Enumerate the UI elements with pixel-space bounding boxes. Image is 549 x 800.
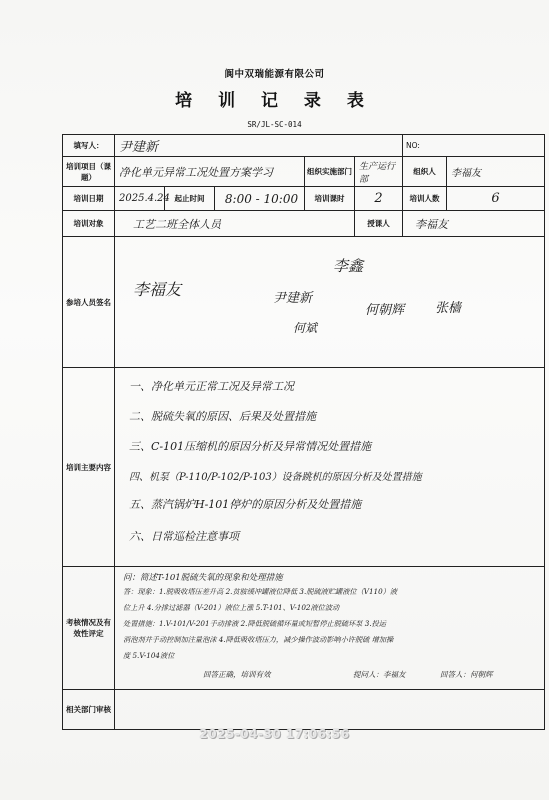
hours-label: 培训课时 bbox=[305, 187, 355, 211]
form-code: SR/JL-SC-014 bbox=[247, 120, 302, 129]
row-content bbox=[63, 368, 545, 567]
time-label: 起止时间 bbox=[165, 187, 215, 211]
content-item: 五、蒸汽锅炉H-101停炉的原因分析及处置措施 bbox=[129, 498, 362, 511]
evaluation-line: 消泡剂并手动控制加注量泡沫 4.降低吸收塔压力，减少操作波动影响小许脱硫 增加操 bbox=[123, 635, 394, 644]
evaluation-asker: 提问人：李福友 bbox=[353, 670, 406, 679]
signatures-label: 参培人员签名 bbox=[63, 237, 115, 368]
signature-5: 张樯 bbox=[435, 301, 462, 316]
content-item: 一、净化单元正常工况及异常工况 bbox=[129, 380, 294, 393]
signature-2: 李鑫 bbox=[333, 257, 364, 275]
no-label: NO: bbox=[406, 141, 420, 150]
row-topic bbox=[63, 157, 545, 187]
evaluation-line: 处置措施：1.V-101/V-201手动排液 2.降低脱硫循环量或短暂停止脱硫环泵 3.投运 bbox=[123, 619, 386, 628]
content-item: 二、脱硫失氧的原因、后果及处置措施 bbox=[129, 410, 316, 423]
row-review bbox=[63, 690, 545, 730]
content-item: 四、机泵（P-110/P-102/P-103）设备跳机的原因分析及处置措施 bbox=[129, 472, 422, 483]
signature-area bbox=[115, 237, 544, 367]
lecturer-label: 授课人 bbox=[355, 211, 403, 237]
training-record-table bbox=[62, 134, 545, 730]
row-date bbox=[63, 187, 545, 211]
topic-value: 净化单元异常工况处置方案学习 bbox=[119, 165, 273, 179]
signature-6: 何斌 bbox=[293, 321, 318, 335]
org-label: 组织实施部门 bbox=[305, 157, 355, 187]
evaluation-label: 考核情况及有效性评定 bbox=[63, 567, 115, 690]
target-label: 培训对象 bbox=[63, 211, 115, 237]
target-value: 工艺二班全体人员 bbox=[133, 217, 221, 231]
scan-timestamp: 2025-04-30 17:06:56 bbox=[199, 727, 350, 741]
fill-label: 填写人： bbox=[63, 135, 115, 157]
evaluation-area bbox=[115, 567, 544, 689]
row-target bbox=[63, 211, 545, 237]
signature-1: 李福友 bbox=[133, 280, 182, 299]
hours-value: 2 bbox=[374, 191, 383, 206]
lecturer-value: 李福友 bbox=[415, 217, 449, 231]
evaluation-line: 答：现象：1.脱吸收塔压差升高 2.贫胺缓冲罐液位降低 3.脱硫液贮罐液位（V110）液 bbox=[123, 587, 398, 596]
evaluation-line: 位上升 4.分排过滤器（V-201）液位上涨 5.T-101、V-102液位波动 bbox=[123, 603, 340, 612]
fill-value: 尹建新 bbox=[119, 140, 159, 155]
evaluation-note: 回答正确，培训有效 bbox=[203, 670, 271, 679]
signature-3: 尹建新 bbox=[273, 291, 313, 306]
content-item: 三、C-101压缩机的原因分析及异常情况处置措施 bbox=[129, 440, 372, 453]
time-value: 8:00 - 10:00 bbox=[224, 191, 299, 206]
row-evaluation bbox=[63, 567, 545, 690]
content-area bbox=[115, 368, 544, 566]
count-value: 6 bbox=[491, 191, 500, 206]
review-label: 相关部门审核 bbox=[63, 690, 115, 730]
organizer-value: 李福友 bbox=[451, 168, 482, 179]
count-label: 培训人数 bbox=[403, 187, 447, 211]
content-item: 六、日常巡检注意事项 bbox=[129, 530, 239, 543]
evaluation-line: 问：简述T-101脱硫失氧的现象和处理措施 bbox=[123, 573, 283, 583]
evaluation-line: 度 5.V-104液位 bbox=[123, 651, 175, 660]
company-name: 阆中双瑞能源有限公司 bbox=[224, 69, 325, 80]
row-signatures bbox=[63, 237, 545, 368]
date-value: 2025.4.24 bbox=[119, 193, 170, 204]
row-fill bbox=[63, 135, 545, 157]
form-title: 培 训 记 录 表 bbox=[175, 91, 374, 111]
date-label: 培训日期 bbox=[63, 187, 115, 211]
organizer-label: 组织人 bbox=[403, 157, 447, 187]
signature-4: 何朝辉 bbox=[365, 303, 405, 318]
content-label: 培训主要内容 bbox=[63, 368, 115, 567]
topic-label: 培训项目（课题） bbox=[63, 157, 115, 187]
org-value: 生产运行部 bbox=[359, 161, 396, 185]
evaluation-answerer: 回答人：何朝辉 bbox=[440, 670, 493, 679]
